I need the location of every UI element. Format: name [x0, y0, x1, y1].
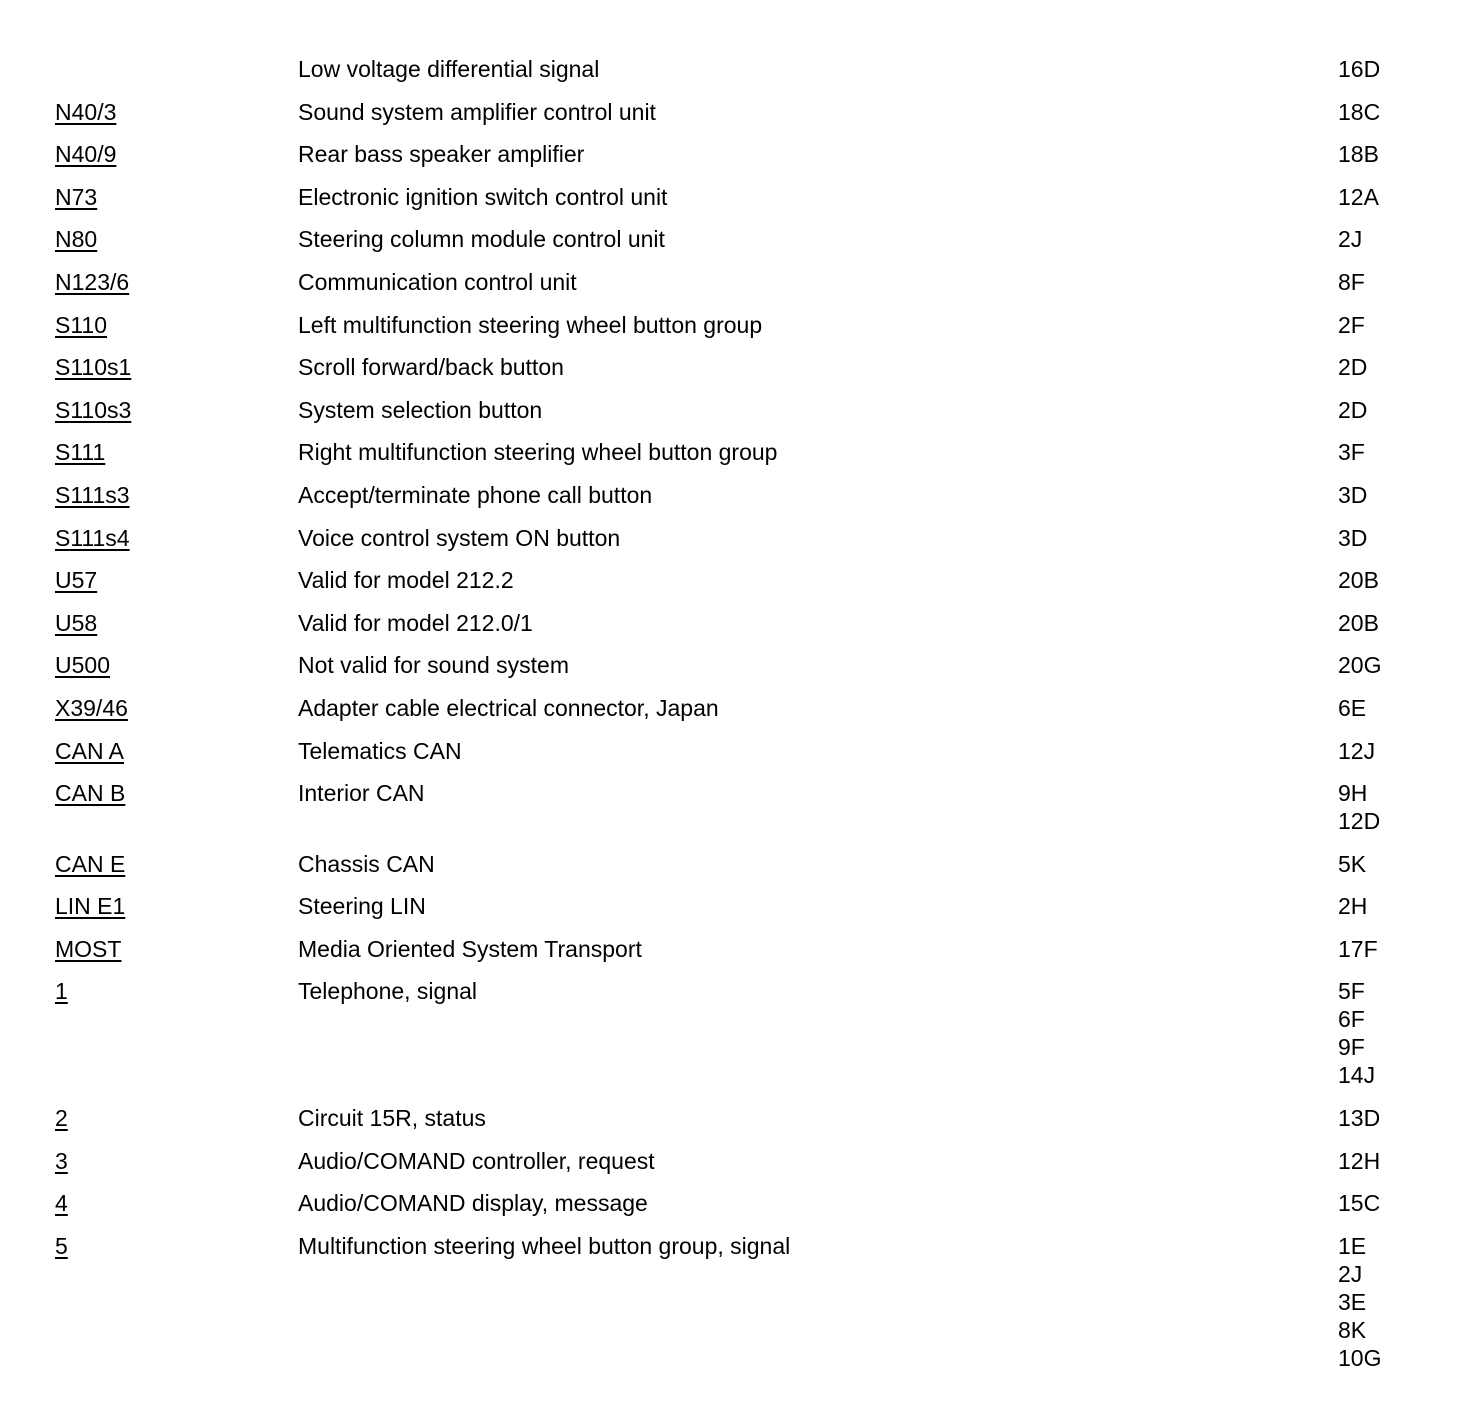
grid-reference: 18C	[1338, 98, 1381, 125]
component-code	[55, 694, 285, 722]
component-code	[55, 183, 285, 211]
component-code-link[interactable]: X39/46	[55, 694, 128, 721]
component-code-link[interactable]: U57	[55, 567, 98, 594]
legend-row	[0, 609, 1472, 637]
component-code-link[interactable]: CAN A	[55, 737, 125, 764]
component-code	[55, 481, 285, 509]
component-description: Scroll forward/back button	[298, 354, 564, 381]
grid-reference: 1E	[1338, 1232, 1367, 1259]
grid-reference: 6F	[1338, 1006, 1365, 1033]
legend-row	[0, 737, 1472, 765]
grid-reference: 12D	[1338, 808, 1381, 835]
component-code-link[interactable]: LIN E1	[55, 893, 126, 920]
component-code-link[interactable]: N123/6	[55, 268, 130, 295]
component-code-link[interactable]: 2	[55, 1105, 68, 1132]
component-code	[55, 396, 285, 424]
component-code	[55, 651, 285, 679]
component-description: Left multifunction steering wheel button group	[298, 311, 763, 338]
component-code	[55, 140, 285, 168]
component-code-link[interactable]: S111	[55, 439, 106, 466]
component-description: Sound system amplifier control unit	[298, 98, 656, 125]
component-code	[55, 566, 285, 594]
grid-references	[1338, 1104, 1380, 1132]
legend-row	[0, 1147, 1472, 1175]
component-code-link[interactable]: S110s1	[55, 354, 132, 381]
component-code	[55, 353, 285, 381]
grid-references	[1338, 225, 1362, 253]
grid-reference: 2D	[1338, 354, 1368, 381]
grid-reference: 20B	[1338, 567, 1379, 594]
component-code	[55, 225, 285, 253]
legend-row	[0, 353, 1472, 381]
component-description: Low voltage differential signal	[298, 56, 600, 82]
component-description: Right multifunction steering wheel button group	[298, 439, 778, 466]
grid-reference: 12H	[1338, 1147, 1381, 1174]
component-description: Circuit 15R, status	[298, 1105, 486, 1132]
component-description: Valid for model 212.0/1	[298, 609, 533, 636]
component-code-link[interactable]: 4	[55, 1190, 68, 1217]
component-code-link[interactable]: N40/9	[55, 141, 117, 168]
grid-reference: 2J	[1338, 226, 1363, 253]
legend-row	[0, 268, 1472, 296]
component-description: Rear bass speaker amplifier	[298, 141, 585, 168]
grid-references	[1338, 694, 1366, 722]
legend-row	[0, 1232, 1472, 1372]
component-description: Steering LIN	[298, 893, 426, 920]
grid-references	[1338, 1189, 1380, 1217]
grid-reference: 9H	[1338, 780, 1368, 807]
component-code	[55, 609, 285, 637]
grid-reference: 5F	[1338, 978, 1365, 1005]
grid-references	[1338, 850, 1366, 878]
grid-references	[1338, 779, 1380, 835]
grid-reference: 20B	[1338, 609, 1379, 636]
grid-reference: 3D	[1338, 524, 1368, 551]
grid-reference: 12A	[1338, 183, 1379, 210]
component-description: Adapter cable electrical connector, Japan	[298, 694, 719, 721]
grid-reference: 3D	[1338, 481, 1368, 508]
grid-references	[1338, 935, 1378, 963]
grid-references	[1338, 737, 1375, 765]
grid-reference: 6E	[1338, 694, 1367, 721]
component-code-link[interactable]: N40/3	[55, 98, 117, 125]
legend-row	[0, 694, 1472, 722]
component-description: Multifunction steering wheel button group, signal	[298, 1232, 791, 1259]
grid-reference: 14J	[1338, 1062, 1376, 1089]
component-code	[55, 892, 285, 920]
legend-row	[0, 779, 1472, 835]
component-code-link[interactable]: N80	[55, 226, 98, 253]
component-description: Audio/COMAND display, message	[298, 1190, 648, 1217]
component-code	[55, 1189, 285, 1217]
grid-references	[1338, 481, 1367, 509]
component-code-link[interactable]: S111s3	[55, 481, 130, 508]
legend-row	[0, 311, 1472, 339]
legend-row	[0, 55, 1472, 83]
component-code	[55, 779, 285, 807]
component-code-link[interactable]: S110s3	[55, 396, 132, 423]
component-code	[55, 524, 285, 552]
grid-reference: 9F	[1338, 1034, 1365, 1061]
legend-row	[0, 977, 1472, 1089]
grid-reference: 3F	[1338, 439, 1365, 466]
legend-row	[0, 438, 1472, 466]
component-code-link[interactable]: CAN E	[55, 850, 126, 877]
grid-reference: 2J	[1338, 1260, 1363, 1287]
grid-references	[1338, 140, 1379, 168]
component-description: Not valid for sound system	[298, 652, 570, 679]
component-code-link[interactable]: S110	[55, 311, 108, 338]
component-code-link[interactable]: MOST	[55, 935, 122, 962]
component-code-link[interactable]: CAN B	[55, 780, 126, 807]
legend-row	[0, 935, 1472, 963]
grid-references	[1338, 311, 1365, 339]
grid-reference: 12J	[1338, 737, 1376, 764]
legend-row	[0, 98, 1472, 126]
component-code	[55, 1232, 285, 1260]
grid-references	[1338, 396, 1367, 424]
legend-row	[0, 140, 1472, 168]
component-description: Interior CAN	[298, 780, 425, 807]
grid-reference: 5K	[1338, 850, 1367, 877]
component-description: Audio/COMAND controller, request	[298, 1147, 655, 1174]
grid-references	[1338, 268, 1365, 296]
component-description: Communication control unit	[298, 268, 577, 295]
component-code-link[interactable]: S111s4	[55, 524, 130, 551]
grid-reference: 17F	[1338, 935, 1378, 962]
grid-reference: 8K	[1338, 1316, 1367, 1343]
component-code	[55, 737, 285, 765]
component-description: Valid for model 212.2	[298, 567, 514, 594]
grid-references	[1338, 977, 1375, 1089]
legend-row	[0, 850, 1472, 878]
legend-row	[0, 892, 1472, 920]
grid-reference: 16D	[1338, 56, 1381, 82]
grid-reference: 10G	[1338, 1344, 1382, 1371]
component-code	[55, 268, 285, 296]
grid-references	[1338, 1232, 1381, 1372]
grid-references	[1338, 353, 1367, 381]
component-code	[55, 977, 285, 1005]
grid-references	[1338, 98, 1380, 126]
component-description: Voice control system ON button	[298, 524, 621, 551]
legend-row	[0, 183, 1472, 211]
grid-references	[1338, 183, 1379, 211]
legend-row	[0, 651, 1472, 679]
legend-row	[0, 566, 1472, 594]
component-description: Telematics CAN	[298, 737, 462, 764]
grid-reference: 2F	[1338, 311, 1365, 338]
component-description: Media Oriented System Transport	[298, 935, 642, 962]
grid-reference: 2H	[1338, 893, 1368, 920]
grid-reference: 20G	[1338, 652, 1382, 679]
legend-row	[0, 225, 1472, 253]
component-code	[55, 98, 285, 126]
grid-reference: 2D	[1338, 396, 1368, 423]
component-code-link[interactable]: U58	[55, 609, 98, 636]
grid-reference: 15C	[1338, 1190, 1381, 1217]
component-code	[55, 311, 285, 339]
component-code	[55, 438, 285, 466]
component-description: System selection button	[298, 396, 543, 423]
component-code-link[interactable]: U500	[55, 652, 110, 679]
grid-references	[1338, 55, 1380, 83]
grid-references	[1338, 651, 1381, 679]
legend-row	[0, 1104, 1472, 1132]
grid-references	[1338, 609, 1379, 637]
grid-references	[1338, 892, 1367, 920]
component-code-link[interactable]: N73	[55, 183, 98, 210]
component-description: Accept/terminate phone call button	[298, 481, 653, 508]
component-description: Electronic ignition switch control unit	[298, 183, 668, 210]
grid-reference: 18B	[1338, 141, 1379, 168]
component-code-link[interactable]: 1	[55, 978, 68, 1005]
component-code	[55, 1104, 285, 1132]
grid-references	[1338, 1147, 1380, 1175]
grid-references	[1338, 524, 1367, 552]
grid-reference: 3E	[1338, 1288, 1367, 1315]
legend-row	[0, 396, 1472, 424]
component-description: Steering column module control unit	[298, 226, 665, 253]
legend-row	[0, 481, 1472, 509]
component-description: Chassis CAN	[298, 850, 435, 877]
grid-references	[1338, 566, 1379, 594]
grid-reference: 13D	[1338, 1105, 1381, 1132]
component-code	[55, 1147, 285, 1175]
component-description: Telephone, signal	[298, 978, 478, 1005]
component-code-link[interactable]: 3	[55, 1147, 68, 1174]
legend-row	[0, 1189, 1472, 1217]
legend-row	[0, 524, 1472, 552]
grid-reference: 8F	[1338, 268, 1365, 295]
grid-references	[1338, 438, 1365, 466]
component-code-link[interactable]: 5	[55, 1232, 68, 1259]
component-code	[55, 935, 285, 963]
component-code	[55, 850, 285, 878]
